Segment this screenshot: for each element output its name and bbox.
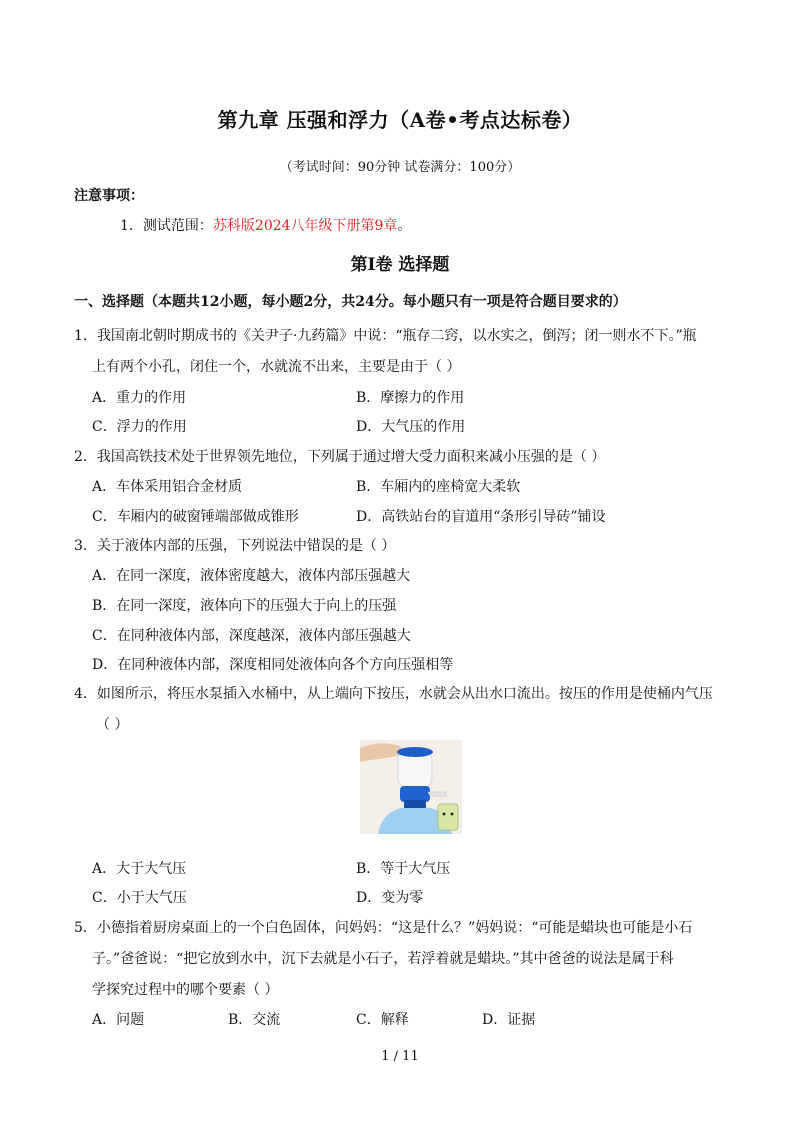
question-1-text: 1．我国南北朝时期成书的《关尹子·九药篇》中说：“瓶存二窍，以水实之，倒泻；闭一则水不下。”瓶 (74, 328, 697, 344)
q1-option-a: A．重力的作用 (92, 390, 187, 406)
q3-option-c: C．在同种液体内部，深度越深，液体内部压强越大 (92, 628, 411, 644)
test-scope: 苏科版2024八年级下册第9章 (212, 218, 398, 234)
q4-option-d: D．变为零 (356, 890, 424, 906)
notice-heading: 注意事项： (74, 188, 144, 204)
q5-option-a: A．问题 (92, 1012, 145, 1028)
exam-meta: （考试时间：90分钟 试卷满分：100分） (279, 160, 521, 175)
q5-option-d: D．证据 (482, 1012, 536, 1028)
part-heading: 一、选择题（本题共12小题，每小题2分，共24分。每小题只有一项是符合题目要求的） (74, 294, 627, 310)
notice-item-1 (120, 215, 411, 235)
q1-option-b: B．摩擦力的作用 (356, 390, 465, 406)
q1-option-d: D．大气压的作用 (356, 419, 466, 435)
question-5-text-cont: 子。”爸爸说：“把它放到水中，沉下去就是小石子，若浮着就是蜡块。”其中爸爸的说法是属于科 (92, 951, 674, 967)
q3-option-b: B．在同一深度，液体向下的压强大于向上的压强 (92, 598, 397, 614)
q4-option-a: A．大于大气压 (92, 861, 187, 877)
water-pump-illustration (360, 740, 462, 834)
question-2-text: 2．我国高铁技术处于世界领先地位，下列属于通过增大受力面积来减小压强的是（ ） (74, 449, 606, 465)
q2-option-b: B．车厢内的座椅宽大柔软 (356, 479, 521, 495)
notice-item-prefix: 1．测试范围： (120, 218, 213, 234)
q3-option-d: D．在同种液体内部，深度相同处液体向各个方向压强相等 (92, 657, 454, 673)
q4-option-b: B．等于大气压 (356, 861, 451, 877)
q2-option-a: A．车体采用铝合金材质 (92, 479, 243, 495)
question-1-text-cont: 上有两个小孔，闭住一个，水就流不出来，主要是由于（ ） (92, 359, 461, 375)
q5-option-c: C．解释 (356, 1012, 409, 1028)
q3-option-a: A．在同一深度，液体密度越大，液体内部压强越大 (92, 568, 411, 584)
question-5-text: 5．小德指着厨房桌面上的一个白色固体，问妈妈：“这是什么？”妈妈说：“可能是蜡块也可能是小石 (74, 920, 693, 936)
question-4-text: 4．如图所示，将压水泵插入水桶中，从上端向下按压，水就会从出水口流出。按压的作用是使桶内气压 (74, 686, 713, 702)
page-number: 1 / 11 (381, 1049, 419, 1064)
section-title: 第Ⅰ卷 选择题 (350, 255, 450, 275)
q2-option-c: C．车厢内的破窗锤端部做成锥形 (92, 509, 299, 525)
water-pump-figure (360, 740, 462, 834)
q4-option-c: C．小于大气压 (92, 890, 187, 906)
notice-item-suffix: 。 (397, 218, 412, 234)
q5-option-b: B．交流 (228, 1012, 281, 1028)
question-5-text-cont-2: 学探究过程中的哪个要素（ ） (92, 982, 279, 998)
question-3-text: 3．关于液体内部的压强，下列说法中错误的是（ ） (74, 538, 396, 554)
page-title: 第九章 压强和浮力（A卷•考点达标卷） (217, 108, 583, 132)
question-4-bracket: （ ） (96, 717, 129, 733)
q1-option-c: C．浮力的作用 (92, 419, 187, 435)
q2-option-d: D．高铁站台的盲道用“条形引导砖”铺设 (356, 509, 606, 525)
